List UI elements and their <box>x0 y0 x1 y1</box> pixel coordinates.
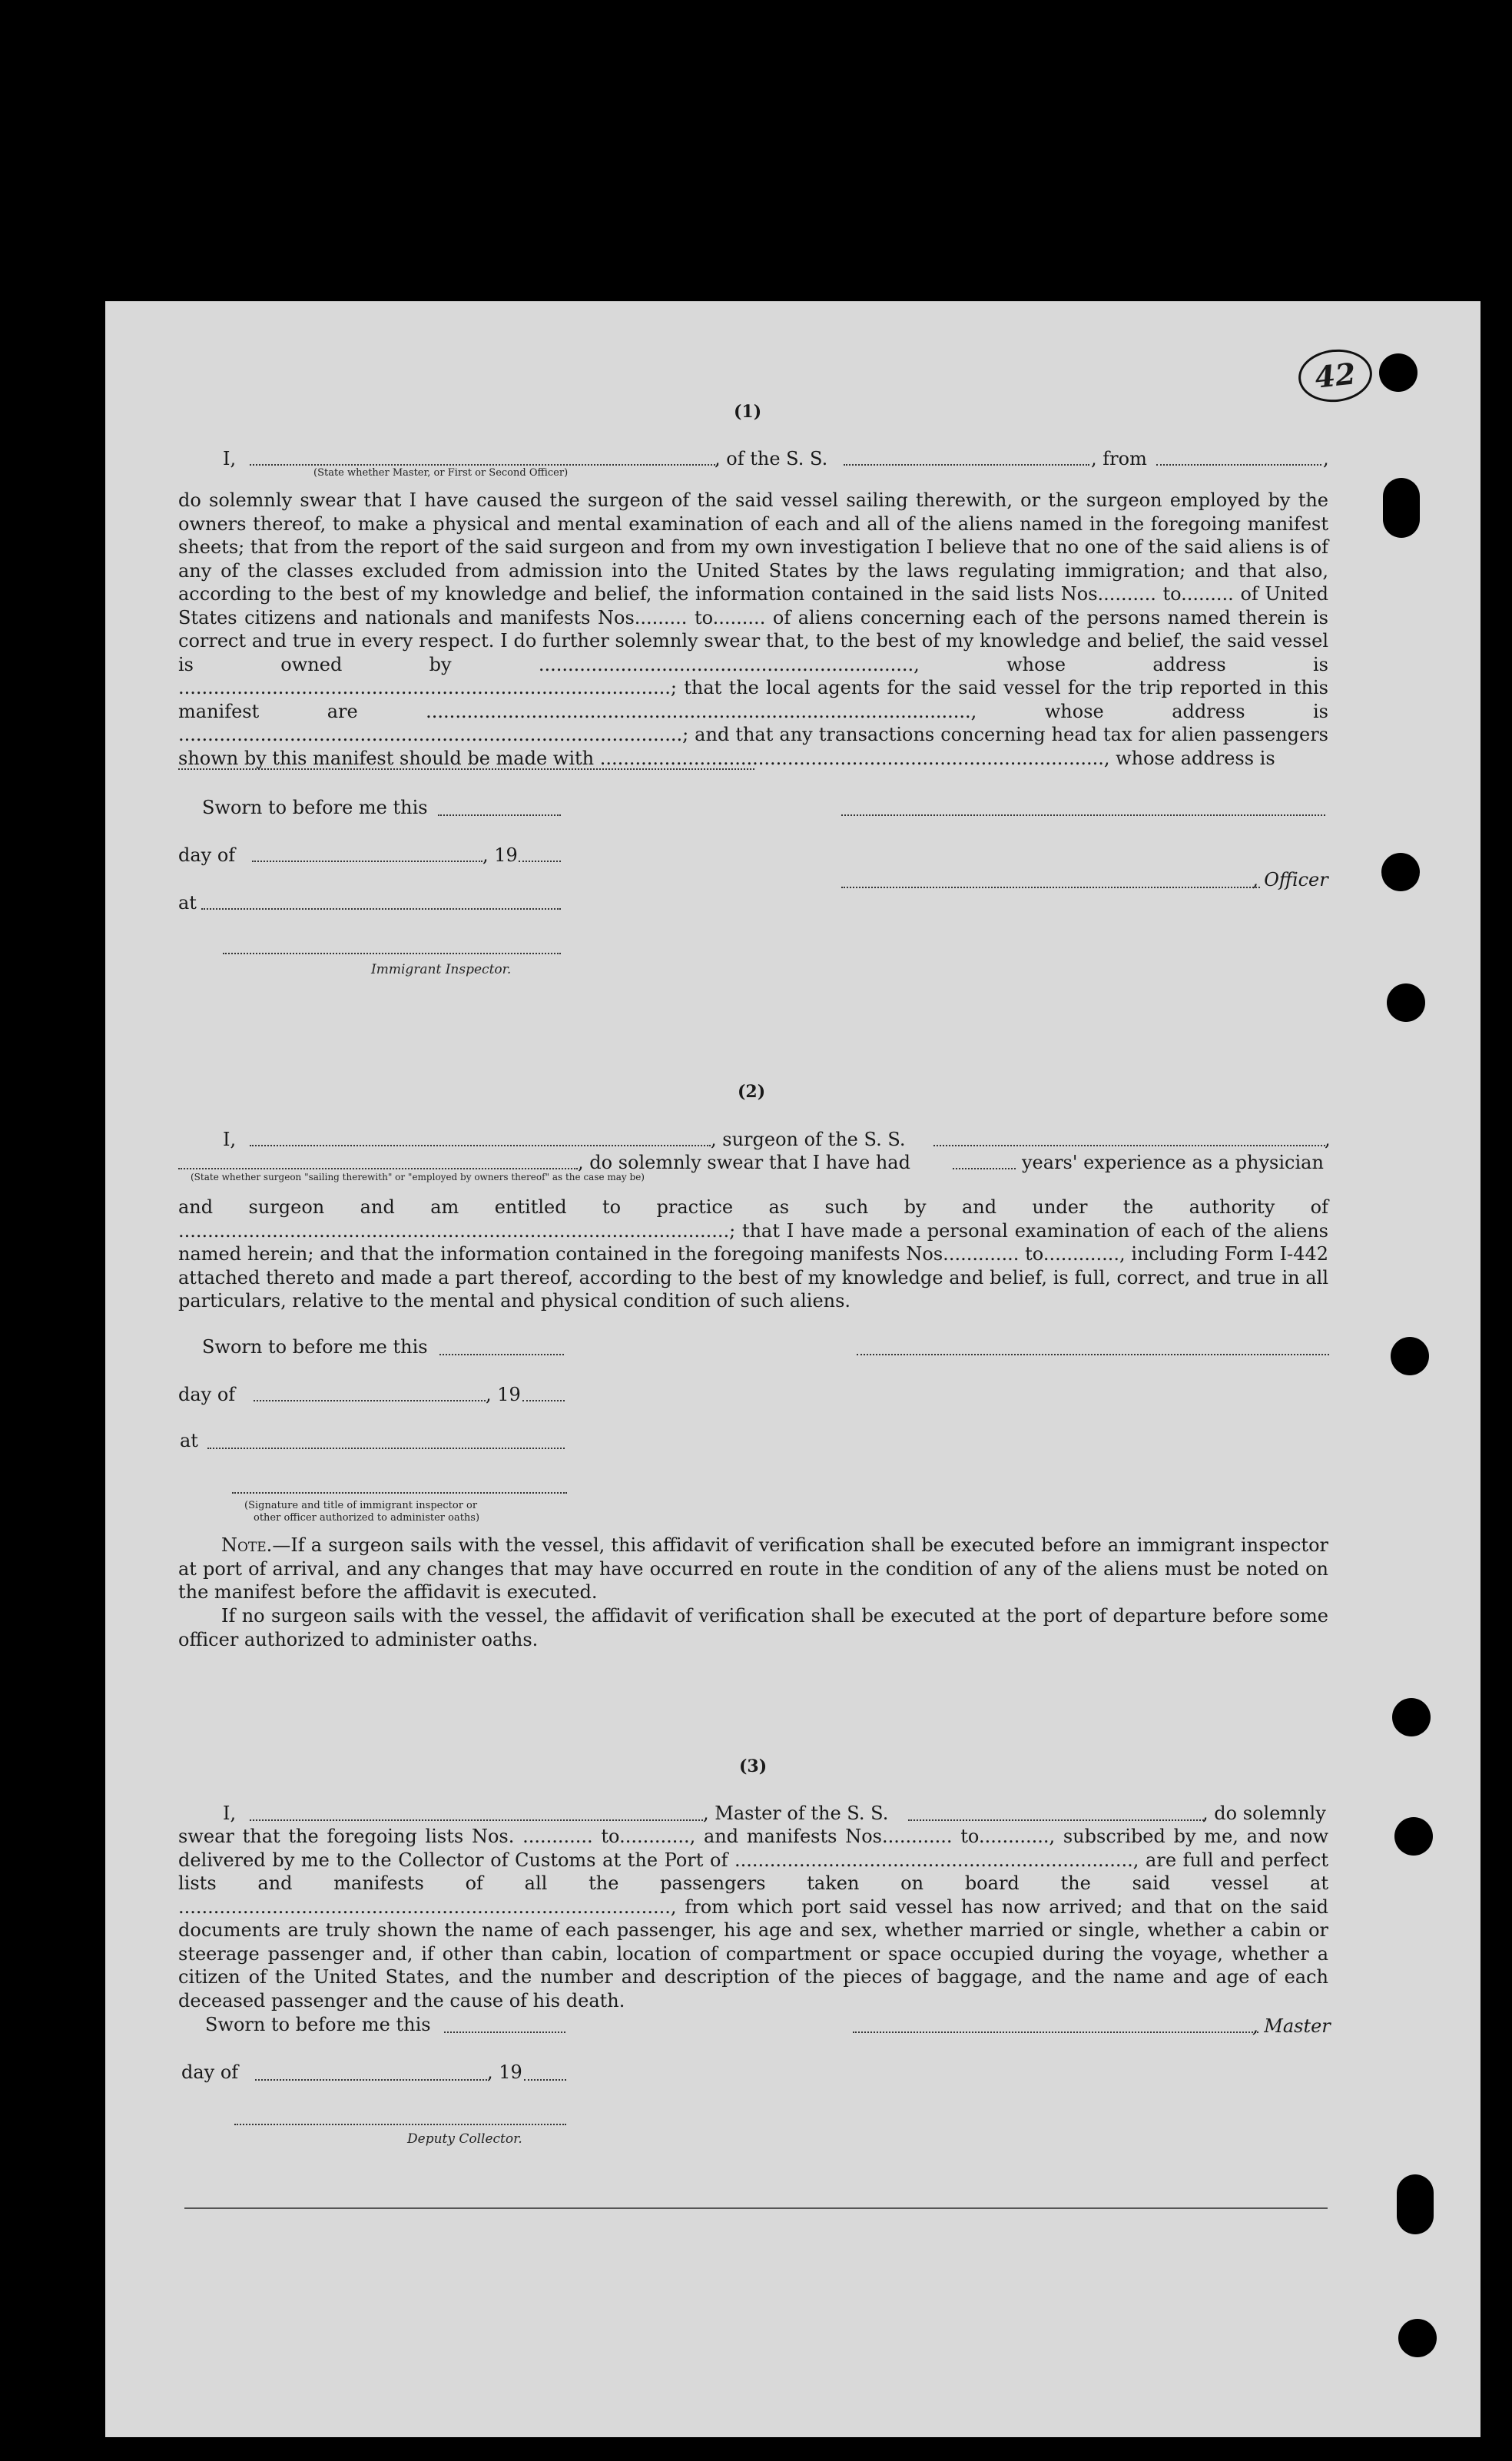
day-of-label: day of <box>181 2061 239 2083</box>
do-solemnly-label: , do solemnly <box>1202 1803 1326 1824</box>
officer-label: , Officer <box>1252 869 1328 891</box>
section2-note-2: If no surgeon sails with the vessel, the affidavit of verification shall be executed at the port of departure before some officer authorized to administer oaths. <box>178 1605 1328 1650</box>
surgeon-of-ss-label: , surgeon of the S. S. <box>711 1129 906 1150</box>
from-label: , from <box>1091 448 1147 469</box>
section3-body: swear that the foregoing lists Nos. ............ to............, and manifests Nos............ to............, subscribed by me, and now delivered by me to the Collector of Customs at the Port of ...................................................................., are full and perfect lists and manifests of all the passengers taken on board the said vessel at ...................................................................................., from which port said vessel has now arrived; and that on the said documents are truly shown the name of each passenger, his age and sex, whether married or single, whether a cabin or steerage passenger and, if other than cabin, location of compartment or space occupied during the voyage, whether a citizen of the United States, and the number and description of the pieces of baggage, and the name and age of each deceased passenger and the cause of his death. <box>178 1826 1328 2012</box>
section-number: (3) <box>739 1756 768 1776</box>
officer-line[interactable] <box>841 887 1260 888</box>
section-number: (1) <box>734 402 762 422</box>
oath-i: I, <box>223 1129 237 1150</box>
note-label: Note. <box>221 1534 273 1556</box>
section2-note <box>178 1534 1328 1604</box>
binder-hole <box>1387 983 1425 1022</box>
signature-caption: (Signature and title of immigrant inspector or <box>244 1500 478 1511</box>
swear-label: , do solemnly swear that I have had <box>578 1152 910 1173</box>
address-continuation-field[interactable] <box>178 768 754 770</box>
oath-i: I, <box>223 448 237 469</box>
sworn-date-field[interactable] <box>438 814 561 816</box>
section1-body: do solemnly swear that I have caused the surgeon of the said vessel sailing therewith, or the surgeon employed by the owners thereof, to make a physical and mental examination of each and all of the aliens named in the foregoing manifest sheets; that from the report of the said surgeon and from my own investigation I believe that no one of the said aliens is of any of the classes excluded from admission into the United States by the laws regulating immigration; and that also, according to the best of my knowledge and belief, the information contained in the said lists Nos.......... to......... of United States citizens and nationals and manifests Nos......... to......... of aliens concerning each of the persons named therein is correct and true in every respect. I do further solemnly swear that, to the best of my knowledge and belief, the said vessel is owned by ................................................................, whose address is ....................................................................................; that the local agents for the said vessel for the trip reported in this manifest are ............................................................................................., whose address is ......................................................................................; and that any transactions concerning head tax for alien passengers shown by this manifest should be made with ......................................................................................, whose address is <box>178 489 1328 769</box>
year-field[interactable] <box>519 861 561 862</box>
collector-signature-field[interactable] <box>234 2124 566 2125</box>
place-field[interactable] <box>207 1448 565 1449</box>
vessel-name-field[interactable] <box>844 464 1089 466</box>
binder-hole <box>1381 853 1420 891</box>
officer-name-field[interactable] <box>250 464 718 466</box>
month-field[interactable] <box>255 2079 487 2081</box>
section-number: (2) <box>738 1082 766 1102</box>
inspector-label: Immigrant Inspector. <box>371 962 512 977</box>
officer-caption: (State whether Master, or First or Second Officer) <box>313 467 569 479</box>
oath-i: I, <box>223 1803 237 1824</box>
line-end-comma: , <box>1323 448 1329 469</box>
binder-hole <box>1397 2174 1434 2234</box>
master-signature-field[interactable] <box>853 2031 1258 2033</box>
month-field[interactable] <box>254 1400 486 1401</box>
vessel-name-field[interactable] <box>933 1145 1325 1146</box>
binder-hole <box>1379 353 1418 392</box>
sworn-label: Sworn to before me this <box>202 797 428 818</box>
officer-signature-field[interactable] <box>841 814 1325 816</box>
deputy-collector-label: Deputy Collector. <box>407 2131 522 2147</box>
binder-hole <box>1394 1817 1433 1856</box>
year-label: , 19 <box>482 844 518 866</box>
note-text: —If a surgeon sails with the vessel, this affidavit of verification shall be executed before an immigrant inspector at port of arrival, and any changes that may have occurred en route in the condition of any of the aliens must be noted on the manifest before the affidavit is executed. <box>178 1534 1328 1603</box>
at-label: at <box>178 892 197 914</box>
officer-signature-field[interactable] <box>232 1492 567 1494</box>
year-label: , 19 <box>487 2061 522 2083</box>
sworn-label: Sworn to before me this <box>202 1336 428 1358</box>
day-of-label: day of <box>178 1384 236 1405</box>
binder-hole <box>1392 1698 1431 1736</box>
at-label: at <box>180 1430 198 1451</box>
sworn-date-field[interactable] <box>439 1354 564 1355</box>
of-the-ss-label: , of the S. S. <box>715 448 828 469</box>
surgeon-status-field[interactable] <box>178 1168 578 1169</box>
surgeon-name-field[interactable] <box>250 1145 711 1146</box>
year-label: , 19 <box>486 1384 521 1405</box>
master-of-ss-label: , Master of the S. S. <box>703 1803 889 1824</box>
line-end-comma: , <box>1325 1129 1331 1150</box>
binder-hole <box>1398 2319 1437 2357</box>
page-number-text: 42 <box>1313 356 1358 395</box>
day-of-label: day of <box>178 844 236 866</box>
master-label: , Master <box>1252 2015 1331 2037</box>
binder-hole <box>1391 1337 1429 1375</box>
binder-hole <box>1383 478 1420 538</box>
year-field[interactable] <box>524 2079 566 2081</box>
year-field[interactable] <box>522 1400 565 1401</box>
section2-body: and surgeon and am entitled to practice as such by and under the authority of ..............................................................................................; that I have made a personal examination of each of the aliens named herein; and that the information contained in the foregoing manifests Nos............. to............., including Form I-442 attached thereto and made a part thereof, according to the best of my knowledge and belief, is full, correct, and true in all particulars, relative to the mental and physical condition of such aliens. <box>178 1196 1328 1312</box>
surgeon-caption: (State whether surgeon "sailing therewith" or "employed by owners thereof" as the case may be) <box>191 1172 645 1182</box>
sworn-date-field[interactable] <box>444 2031 565 2033</box>
bottom-rule <box>184 2207 1328 2209</box>
master-name-field[interactable] <box>250 1819 703 1821</box>
surgeon-signature-field[interactable] <box>857 1354 1329 1355</box>
signature-caption: other officer authorized to administer oaths) <box>254 1512 480 1524</box>
vessel-name-field[interactable] <box>908 1819 1204 1821</box>
month-field[interactable] <box>252 861 482 862</box>
from-port-field[interactable] <box>1156 464 1321 466</box>
inspector-signature-field[interactable] <box>223 953 561 954</box>
sworn-label: Sworn to before me this <box>205 2014 431 2035</box>
years-label: years' experience as a physician <box>1022 1152 1324 1173</box>
years-experience-field[interactable] <box>953 1168 1016 1169</box>
place-field[interactable] <box>201 908 561 910</box>
